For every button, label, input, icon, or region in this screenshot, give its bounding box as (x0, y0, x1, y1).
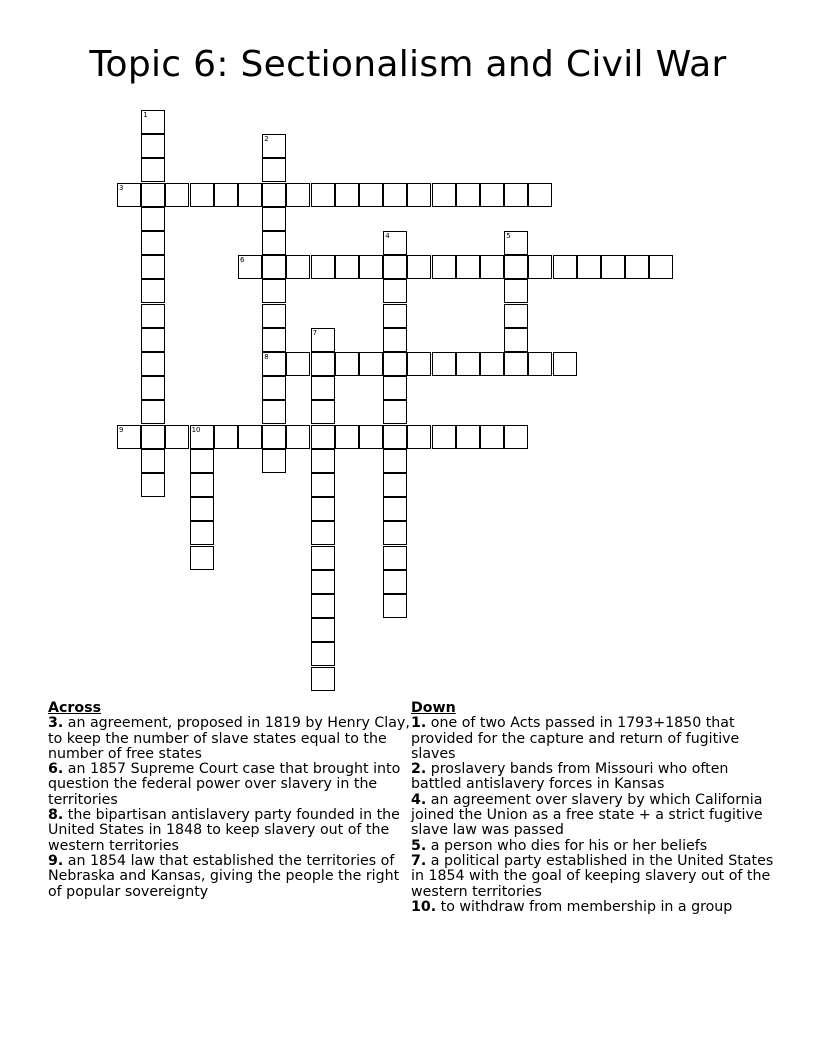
crossword-cell[interactable] (311, 449, 335, 473)
crossword-cell[interactable] (383, 521, 407, 545)
crossword-cell[interactable] (383, 449, 407, 473)
crossword-cell[interactable] (504, 231, 528, 255)
across-clue (48, 716, 410, 762)
across-clues (48, 701, 410, 900)
crossword-cell[interactable] (504, 255, 528, 279)
down-clue (411, 716, 783, 762)
across-clue (48, 808, 410, 854)
crossword-cell[interactable] (383, 328, 407, 352)
clue-number: 6. (48, 761, 64, 778)
crossword-cell[interactable] (311, 425, 335, 449)
clue-text: proslavery bands from Missouri who often battled antislavery forces in Kansas (411, 761, 729, 793)
cell-number: 10 (191, 425, 201, 434)
crossword-cell[interactable] (480, 425, 504, 449)
crossword-cell[interactable] (141, 376, 165, 400)
crossword-cell[interactable] (553, 352, 577, 376)
crossword-cell[interactable] (311, 400, 335, 424)
clue-text: to withdraw from membership in a group (440, 898, 733, 915)
crossword-cell[interactable] (141, 134, 165, 158)
clue-number: 10. (411, 898, 437, 915)
crossword-cell[interactable] (383, 594, 407, 618)
crossword-cell[interactable] (311, 328, 335, 352)
crossword-cell[interactable] (432, 352, 456, 376)
crossword-cell[interactable] (311, 473, 335, 497)
crossword-cell[interactable] (480, 183, 504, 207)
clue-number: 8. (48, 807, 64, 824)
crossword-cell[interactable] (214, 183, 238, 207)
crossword-cell[interactable] (141, 207, 165, 231)
crossword-cell[interactable] (262, 449, 286, 473)
crossword-cell[interactable] (528, 352, 552, 376)
crossword-cell[interactable] (165, 425, 189, 449)
across-clue (48, 762, 410, 808)
crossword-cell[interactable] (432, 255, 456, 279)
crossword-cell[interactable] (286, 255, 310, 279)
clue-number: 3. (48, 715, 64, 732)
clue-number: 7. (411, 852, 427, 869)
crossword-cell[interactable] (456, 255, 480, 279)
crossword-cell[interactable] (141, 425, 165, 449)
crossword-cell[interactable] (504, 304, 528, 328)
crossword-cell[interactable] (432, 425, 456, 449)
clue-text: the bipartisan antislavery party founded in the United States in 1848 to keep slavery out of the western territories (48, 807, 400, 854)
crossword-cell[interactable] (262, 328, 286, 352)
crossword-cell[interactable] (190, 183, 214, 207)
cell-number: 8 (264, 353, 269, 361)
clue-number: 5. (411, 837, 427, 854)
crossword-cell[interactable] (286, 352, 310, 376)
down-clues (411, 701, 783, 915)
crossword-cell[interactable] (311, 352, 335, 376)
crossword-cell[interactable] (359, 352, 383, 376)
clue-text: an agreement over slavery by which California joined the Union as a free state + a strict fugitive slave law was passed (411, 791, 763, 839)
clue-text: a political party established in the United States in 1854 with the goal of keeping slavery out of the western territories (411, 852, 774, 900)
crossword-cell[interactable] (262, 376, 286, 400)
crossword-cell[interactable] (335, 255, 359, 279)
down-clue (411, 839, 783, 854)
crossword-cell[interactable] (649, 255, 673, 279)
crossword-cell[interactable] (311, 667, 335, 691)
crossword-cell[interactable] (456, 352, 480, 376)
crossword-cell[interactable] (262, 304, 286, 328)
crossword-cell[interactable] (359, 425, 383, 449)
crossword-cell[interactable] (141, 255, 165, 279)
crossword-cell[interactable] (383, 183, 407, 207)
crossword-cell[interactable] (214, 425, 238, 449)
crossword-cell[interactable] (383, 497, 407, 521)
crossword-cell[interactable] (190, 497, 214, 521)
crossword-cell[interactable] (383, 570, 407, 594)
clue-number: 2. (411, 761, 427, 778)
clue-text: an agreement, proposed in 1819 by Henry Clay, to keep the number of slave states equal to the number of free states (48, 715, 410, 762)
crossword-cell[interactable] (141, 449, 165, 473)
crossword-cell[interactable] (311, 376, 335, 400)
crossword-cell[interactable] (262, 400, 286, 424)
across-clue (48, 854, 410, 900)
across-heading: Across (48, 700, 102, 716)
crossword-cell[interactable] (480, 255, 504, 279)
crossword-cell[interactable] (577, 255, 601, 279)
clue-text: a person who dies for his or her beliefs (430, 837, 708, 854)
crossword-cell[interactable] (141, 279, 165, 303)
cell-number: 9 (119, 425, 124, 434)
crossword-cell[interactable] (262, 425, 286, 449)
crossword-cell[interactable] (359, 183, 383, 207)
crossword-cell[interactable] (407, 183, 431, 207)
crossword-cell[interactable] (383, 279, 407, 303)
crossword-cell[interactable] (528, 255, 552, 279)
crossword-cell[interactable] (311, 642, 335, 666)
down-clue (411, 762, 783, 793)
cell-number: 7 (312, 328, 318, 337)
crossword-cell[interactable] (141, 231, 165, 255)
crossword-cell[interactable] (383, 425, 407, 449)
crossword-cell[interactable] (311, 521, 335, 545)
crossword-cell[interactable] (407, 255, 431, 279)
crossword-cell[interactable] (311, 497, 335, 521)
crossword-cell[interactable] (117, 183, 141, 207)
crossword-cell[interactable] (383, 255, 407, 279)
crossword-cell[interactable] (504, 425, 528, 449)
cell-number: 1 (143, 111, 148, 119)
crossword-cell[interactable] (625, 255, 649, 279)
crossword-cell[interactable] (262, 279, 286, 303)
crossword-cell[interactable] (553, 255, 577, 279)
crossword-cell[interactable] (601, 255, 625, 279)
crossword-cell[interactable] (383, 376, 407, 400)
crossword-cell[interactable] (311, 546, 335, 570)
crossword-cell[interactable] (407, 352, 431, 376)
crossword-cell[interactable] (456, 183, 480, 207)
crossword-cell[interactable] (383, 231, 407, 255)
crossword-cell[interactable] (383, 546, 407, 570)
crossword-cell[interactable] (311, 183, 335, 207)
crossword-cell[interactable] (311, 570, 335, 594)
cell-number: 3 (119, 183, 124, 192)
crossword-cell[interactable] (311, 255, 335, 279)
crossword-cell[interactable] (383, 400, 407, 424)
crossword-cell[interactable] (335, 352, 359, 376)
crossword-cell[interactable] (504, 328, 528, 352)
crossword-cell[interactable] (141, 158, 165, 182)
crossword-cell[interactable] (262, 183, 286, 207)
crossword-cell[interactable] (190, 473, 214, 497)
crossword-cell[interactable] (262, 134, 286, 158)
crossword-cell[interactable] (238, 425, 262, 449)
crossword-cell[interactable] (141, 400, 165, 424)
crossword-cell[interactable] (480, 352, 504, 376)
down-clue (411, 793, 783, 839)
crossword-cell[interactable] (286, 183, 310, 207)
crossword-cell[interactable] (504, 352, 528, 376)
clue-text: an 1854 law that established the territories of Nebraska and Kansas, giving the people the right of popular sovereignty (48, 852, 400, 900)
crossword-cell[interactable] (456, 425, 480, 449)
crossword-cell[interactable] (286, 425, 310, 449)
crossword-cell[interactable] (238, 255, 262, 279)
crossword-cell[interactable] (141, 183, 165, 207)
crossword-cell[interactable] (141, 304, 165, 328)
crossword-cell[interactable] (190, 425, 214, 449)
crossword-cell[interactable] (383, 352, 407, 376)
crossword-cell[interactable] (504, 183, 528, 207)
crossword-cell[interactable] (190, 546, 214, 570)
crossword-cell[interactable] (335, 425, 359, 449)
clue-text: one of two Acts passed in 1793+1850 that provided for the capture and return of fugitive slaves (411, 715, 740, 762)
crossword-cell[interactable] (311, 618, 335, 642)
crossword-cell[interactable] (262, 207, 286, 231)
clue-number: 4. (411, 791, 427, 808)
crossword-cell[interactable] (165, 183, 189, 207)
crossword-cell[interactable] (528, 183, 552, 207)
crossword-cell[interactable] (311, 594, 335, 618)
clue-number: 1. (411, 715, 427, 732)
page-title: Topic 6: Sectionalism and Civil War (89, 44, 727, 85)
crossword-cell[interactable] (262, 352, 286, 376)
crossword-cell[interactable] (238, 183, 262, 207)
crossword-cell[interactable] (141, 110, 165, 134)
cell-number: 6 (240, 256, 245, 265)
down-heading: Down (411, 700, 456, 716)
crossword-cell[interactable] (262, 231, 286, 255)
crossword-cell[interactable] (141, 473, 165, 497)
crossword-cell[interactable] (335, 183, 359, 207)
crossword-cell[interactable] (141, 352, 165, 376)
crossword-cell[interactable] (383, 473, 407, 497)
down-clue (411, 900, 783, 915)
crossword-cell[interactable] (190, 449, 214, 473)
crossword-cell[interactable] (383, 304, 407, 328)
crossword-cell[interactable] (359, 255, 383, 279)
down-clue (411, 854, 783, 900)
cell-number: 4 (385, 232, 390, 240)
crossword-cell[interactable] (407, 425, 431, 449)
crossword-cell[interactable] (190, 521, 214, 545)
crossword-cell[interactable] (504, 279, 528, 303)
crossword-cell[interactable] (117, 425, 141, 449)
clue-number: 9. (48, 852, 64, 869)
cell-number: 5 (506, 232, 511, 240)
cell-number: 2 (264, 135, 269, 144)
clue-text: an 1857 Supreme Court case that brought into question the federal power over slavery in the territories (48, 761, 401, 808)
crossword-cell[interactable] (262, 255, 286, 279)
crossword-cell[interactable] (141, 328, 165, 352)
crossword-cell[interactable] (262, 158, 286, 182)
crossword-cell[interactable] (432, 183, 456, 207)
